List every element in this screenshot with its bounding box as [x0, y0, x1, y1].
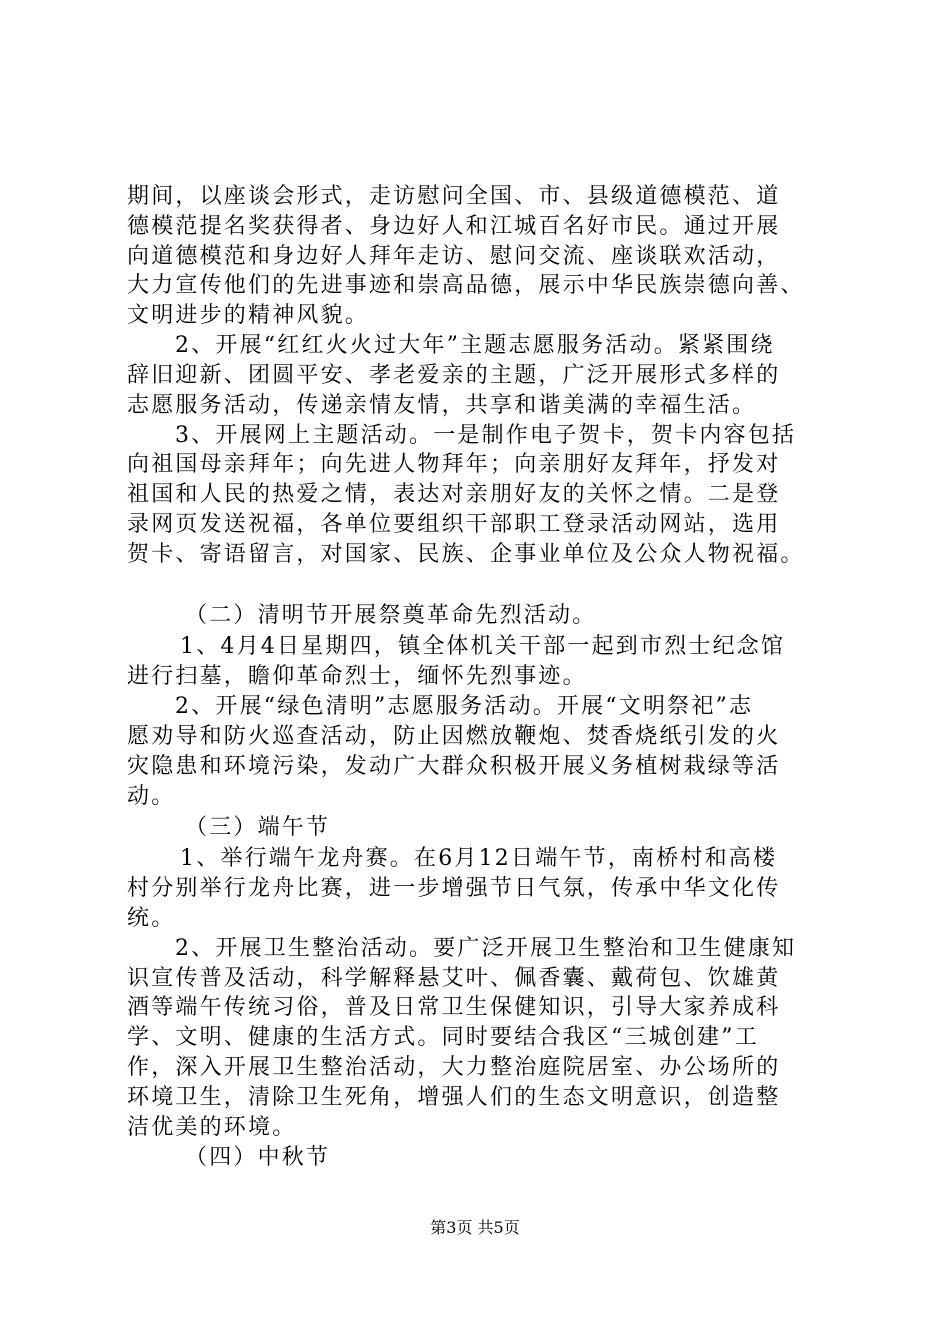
- paragraph-line: 期间，以座谈会形式，走访慰问全国、市、县级道德模范、道: [127, 184, 781, 209]
- section-heading: （二）清明节开展祭奠革命先烈活动。: [185, 603, 597, 628]
- paragraph-line: 2、开展“红红火火过大年”主题志愿服务活动。紧紧围绕: [175, 333, 775, 358]
- section-heading: （四）中秋节: [185, 1145, 331, 1170]
- paragraph-line: 酒等端午传统习俗，普及日常卫生保健知识，引导大家养成科: [127, 995, 781, 1020]
- page-number-footer: 第3页 共5页: [430, 1218, 520, 1237]
- paragraph-line: 灾隐患和环境污染，发动广大群众积极开展义务植树栽绿等活: [127, 754, 781, 779]
- paragraph-line: 志愿服务活动，传递亲情友情，共享和谐美满的幸福生活。: [127, 393, 757, 418]
- paragraph-line: 学、文明、健康的生活方式。同时要结合我区“三城创建”工: [127, 1025, 759, 1050]
- paragraph-line: 2、开展“绿色清明”志愿服务活动。开展“文明祭祀”志: [175, 694, 754, 719]
- paragraph-line: 洁优美的环境。: [127, 1115, 297, 1140]
- paragraph-line: 向道德模范和身边好人拜年走访、慰问交流、座谈联欢活动，: [127, 244, 781, 269]
- paragraph-line: 1、4月4日星期四，镇全体机关干部一起到市烈士纪念馆: [180, 634, 786, 659]
- paragraph-line: 1、举行端午龙舟赛。在6月12日端午节，南桥村和高楼: [180, 846, 778, 871]
- paragraph-line: 动。: [127, 784, 176, 809]
- paragraph-line: 贺卡、寄语留言，对国家、民族、企事业单位及公众人物祝福。: [127, 542, 805, 567]
- paragraph-line: 录网页发送祝福，各单位要组织干部职工登录活动网站，选用: [127, 512, 781, 537]
- paragraph-line: 环境卫生，清除卫生死角，增强人们的生态文明意识，创造整: [127, 1085, 781, 1110]
- paragraph-line: 大力宣传他们的先进事迹和崇高品德，展示中华民族崇德向善、: [127, 273, 805, 298]
- paragraph-line: 辞旧迎新、团圆平安、孝老爱亲的主题，广泛开展形式多样的: [127, 363, 781, 388]
- paragraph-line: 向祖国母亲拜年；向先进人物拜年；向亲朋好友拜年，抒发对: [127, 452, 781, 477]
- paragraph-line: 识宣传普及活动，科学解释悬艾叶、佩香囊、戴荷包、饮雄黄: [127, 966, 781, 991]
- paragraph-line: 德模范提名奖获得者、身边好人和江城百名好市民。通过开展: [127, 214, 781, 239]
- paragraph-line: 3、开展网上主题活动。一是制作电子贺卡，贺卡内容包括: [175, 423, 797, 448]
- paragraph-line: 祖国和人民的热爱之情，表达对亲朋好友的关怀之情。二是登: [127, 482, 781, 507]
- paragraph-line: 2、开展卫生整治活动。要广泛开展卫生整治和卫生健康知: [175, 936, 797, 961]
- paragraph-line: 作，深入开展卫生整治活动，大力整治庭院居室、办公场所的: [127, 1055, 781, 1080]
- paragraph-line: 统。: [127, 906, 176, 931]
- paragraph-line: 村分别举行龙舟比赛，进一步增强节日气氛，传承中华文化传: [127, 876, 781, 901]
- section-heading: （三）端午节: [185, 815, 331, 840]
- paragraph-line: 文明进步的精神风貌。: [127, 303, 370, 328]
- paragraph-line: 进行扫墓，瞻仰革命烈士，缅怀先烈事迹。: [127, 664, 587, 689]
- paragraph-line: 愿劝导和防火巡查活动，防止因燃放鞭炮、焚香烧纸引发的火: [127, 724, 781, 749]
